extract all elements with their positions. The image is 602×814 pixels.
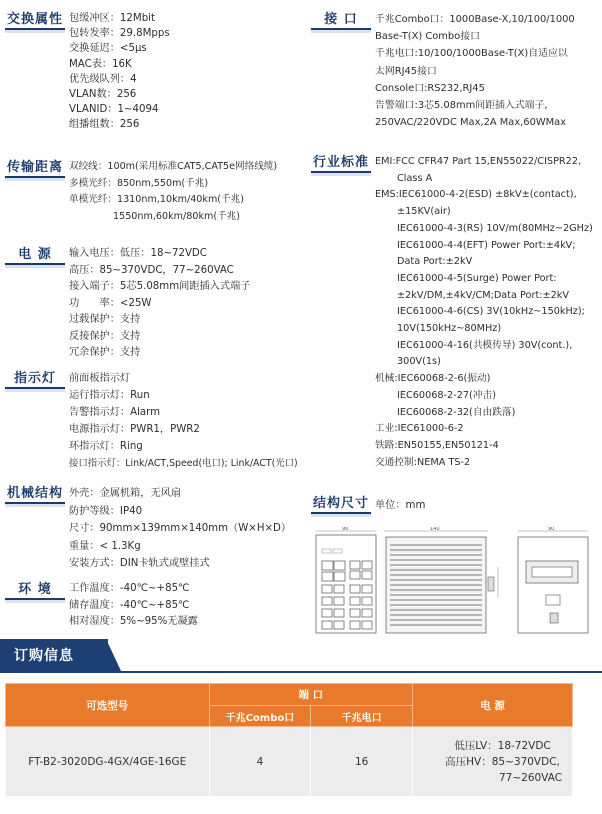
- spec-line: 过载保护：支持: [69, 314, 141, 325]
- section-mechanical: [5, 484, 291, 573]
- spec-line: 千兆Combo口：1000Base-X,10/100/1000: [375, 14, 575, 25]
- spec-line: 重量：< 1.3Kg: [69, 540, 141, 552]
- dim-label-rear: 90: [548, 527, 555, 532]
- spec-line: 铁路:EN50155,EN50121-4: [375, 439, 499, 451]
- side-view-drawing: [384, 527, 498, 633]
- spec-line: 交通控制:NEMA TS-2: [375, 456, 471, 468]
- spec-line: 10V(150kHz~80MHz): [397, 323, 502, 335]
- spec-line: ±2kV/DM,±4kV/CM;Data Port:±2kV: [397, 289, 570, 301]
- order-info-title: 订购信息: [14, 648, 74, 664]
- spec-line: 优先级队列：4: [69, 73, 137, 85]
- spec-line: 千兆电口:10/100/1000Base-T(X)自适应以: [375, 48, 568, 60]
- header-power: 电 源: [413, 684, 573, 727]
- section-body: [69, 245, 250, 362]
- section-body: [375, 494, 425, 517]
- section-indicator: [5, 369, 298, 472]
- section-title: 机械结构: [5, 484, 65, 504]
- spec-line: 反接保护：支持: [69, 330, 141, 342]
- spec-line: 工业:IEC61000-6-2: [375, 423, 464, 435]
- spec-line: EMI:FCC CFR47 Part 15,EN55022/CISPR22,: [375, 156, 582, 167]
- section-title: 传输距离: [5, 158, 65, 178]
- spec-line: 功 率：<25W: [69, 297, 152, 309]
- header-combo: 千兆Combo口: [209, 706, 311, 727]
- spec-line: 太网RJ45接口: [375, 65, 437, 77]
- spec-line: IEC61000-4-5(Surge) Power Port:: [397, 272, 557, 284]
- spec-line: 前面板指示灯: [69, 373, 131, 384]
- section-body: [69, 580, 198, 631]
- spec-line: 250VAC/220VDC Max,2A Max,60WMax: [375, 117, 567, 129]
- spec-line: 安装方式：DIN卡轨式或壁挂式: [69, 558, 210, 569]
- power-hv-ac: 77~260VAC: [498, 771, 563, 784]
- spec-line: 外壳：金属机箱，无风扇: [69, 488, 182, 499]
- spec-line: 组播组数：256: [69, 119, 140, 131]
- section-header: [5, 10, 69, 133]
- spec-line: 输入电压：低压：18~72VDC: [69, 248, 207, 259]
- section-body: [69, 10, 170, 133]
- spec-line: IEC61000-4-16(共模传导) 30V(cont.),: [397, 339, 573, 351]
- spec-line: 包缓冲区：12Mbit: [69, 13, 155, 24]
- section-title: 指示灯: [5, 369, 65, 389]
- spec-line: Data Port:±2kV: [397, 256, 473, 268]
- spec-line: 告警端口:3芯5.08mm间距插入式端子,: [375, 100, 548, 112]
- spec-line: 储存温度：-40℃~+85℃: [69, 599, 190, 611]
- spec-line: 冗余保护：支持: [69, 347, 141, 358]
- spec-line: Class A: [397, 172, 433, 184]
- dim-label-front: 90: [342, 527, 349, 532]
- section-body: [69, 369, 298, 472]
- table-row: [6, 727, 573, 797]
- unit-label: 单位：mm: [375, 500, 426, 511]
- section-dimensions: [311, 494, 425, 517]
- section-distance: [5, 158, 277, 225]
- spec-line: VLANID：1~4094: [69, 104, 159, 116]
- cell-copper: 16: [311, 727, 413, 797]
- spec-line: 接口指示灯：Link/ACT,Speed(电口); Link/ACT(光口): [69, 458, 298, 469]
- header-model: 可选型号: [6, 684, 210, 727]
- rear-view-drawing: [518, 527, 588, 633]
- section-body: [375, 153, 593, 471]
- section-title: 交换属性: [5, 10, 65, 30]
- spec-line: IEC60068-2-32(自由跌落): [397, 406, 516, 418]
- section-body: [375, 10, 575, 131]
- spec-line: 相对湿度：5%~95%无凝露: [69, 616, 198, 627]
- spec-line: IEC61000-4-4(EFT) Power Port:±4kV;: [397, 239, 576, 251]
- spec-line: 高压：85~370VDC，77~260VAC: [69, 264, 234, 276]
- spec-line: IEC61000-4-3(RS) 10V/m(80MHz~2GHz): [397, 222, 593, 234]
- section-title: 电 源: [5, 245, 65, 265]
- section-body: [69, 484, 291, 573]
- section-title: 结构尺寸: [311, 494, 371, 514]
- section-environment: [5, 580, 198, 631]
- spec-line: Console口:RS232,RJ45: [375, 82, 485, 94]
- front-view-drawing: [316, 527, 376, 633]
- spec-line: EMS:IEC61000-4-2(ESD) ±8kV±(contact),: [375, 189, 577, 201]
- spec-line: 双绞线：100m(采用标准CAT5,CAT5e网络线缆): [69, 161, 278, 172]
- spec-line: 尺寸：90mm×139mm×140mm（W×H×D）: [69, 523, 292, 534]
- spec-line: 防护等级：IP40: [69, 505, 143, 517]
- table-header-row: [6, 684, 573, 706]
- spec-line: 1550nm,60km/80km(千兆): [113, 210, 241, 222]
- cell-combo: 4: [209, 727, 311, 797]
- spec-line: 300V(1s): [397, 356, 441, 368]
- section-title: 环 境: [5, 580, 65, 600]
- spec-line: 环指示灯：Ring: [69, 441, 143, 452]
- order-table: [5, 683, 573, 797]
- section-title: 行业标准: [311, 153, 371, 173]
- spec-line: 包转发率：29.8Mpps: [69, 28, 170, 40]
- spec-line: VLAN数：256: [69, 89, 137, 101]
- dim-label-side: 140: [430, 527, 440, 532]
- spec-line: 工作温度：-40℃~+85℃: [69, 583, 190, 594]
- section-body: [69, 158, 277, 225]
- spec-line: Base-T(X) Combo接口: [375, 31, 480, 43]
- spec-line: IEC61000-4-6(CS) 3V(10kHz~150kHz);: [397, 306, 585, 318]
- section-standards: [311, 153, 593, 471]
- spec-line: MAC表：16K: [69, 58, 132, 70]
- spec-line: 告警指示灯：Alarm: [69, 407, 161, 418]
- spec-line: 机械:IEC60068-2-6(振动): [375, 373, 491, 385]
- section-interface: [311, 10, 575, 131]
- order-info-bar: [0, 639, 602, 673]
- cell-power: [413, 727, 573, 797]
- section-switching: [5, 10, 170, 133]
- header-ports: 端 口: [209, 684, 413, 706]
- power-hv: 高压HV：85~370VDC,: [445, 755, 560, 768]
- spec-line: IEC60068-2-27(冲击): [397, 389, 496, 401]
- spec-line: 多模光纤：850nm,550m(千兆): [69, 177, 209, 189]
- spec-line: ±15KV(air): [397, 206, 451, 218]
- cell-model: FT-B2-3020DG-4GX/4GE-16GE: [6, 727, 210, 797]
- spec-line: 电源指示灯：PWR1，PWR2: [69, 424, 200, 435]
- spec-line: 运行指示灯：Run: [69, 390, 150, 401]
- spec-line: 单模光纤：1310nm,10km/40km(千兆): [69, 194, 244, 205]
- spec-line: 交换延迟：<5μs: [69, 43, 147, 55]
- dimension-drawings: [312, 527, 597, 637]
- spec-line: 接入端子：5芯5.08mm间距插入式端子: [69, 281, 251, 292]
- header-copper: 千兆电口: [311, 706, 413, 727]
- power-lv: 低压LV：18-72VDC: [454, 739, 551, 752]
- section-power: [5, 245, 250, 362]
- section-title: 接 口: [311, 10, 371, 30]
